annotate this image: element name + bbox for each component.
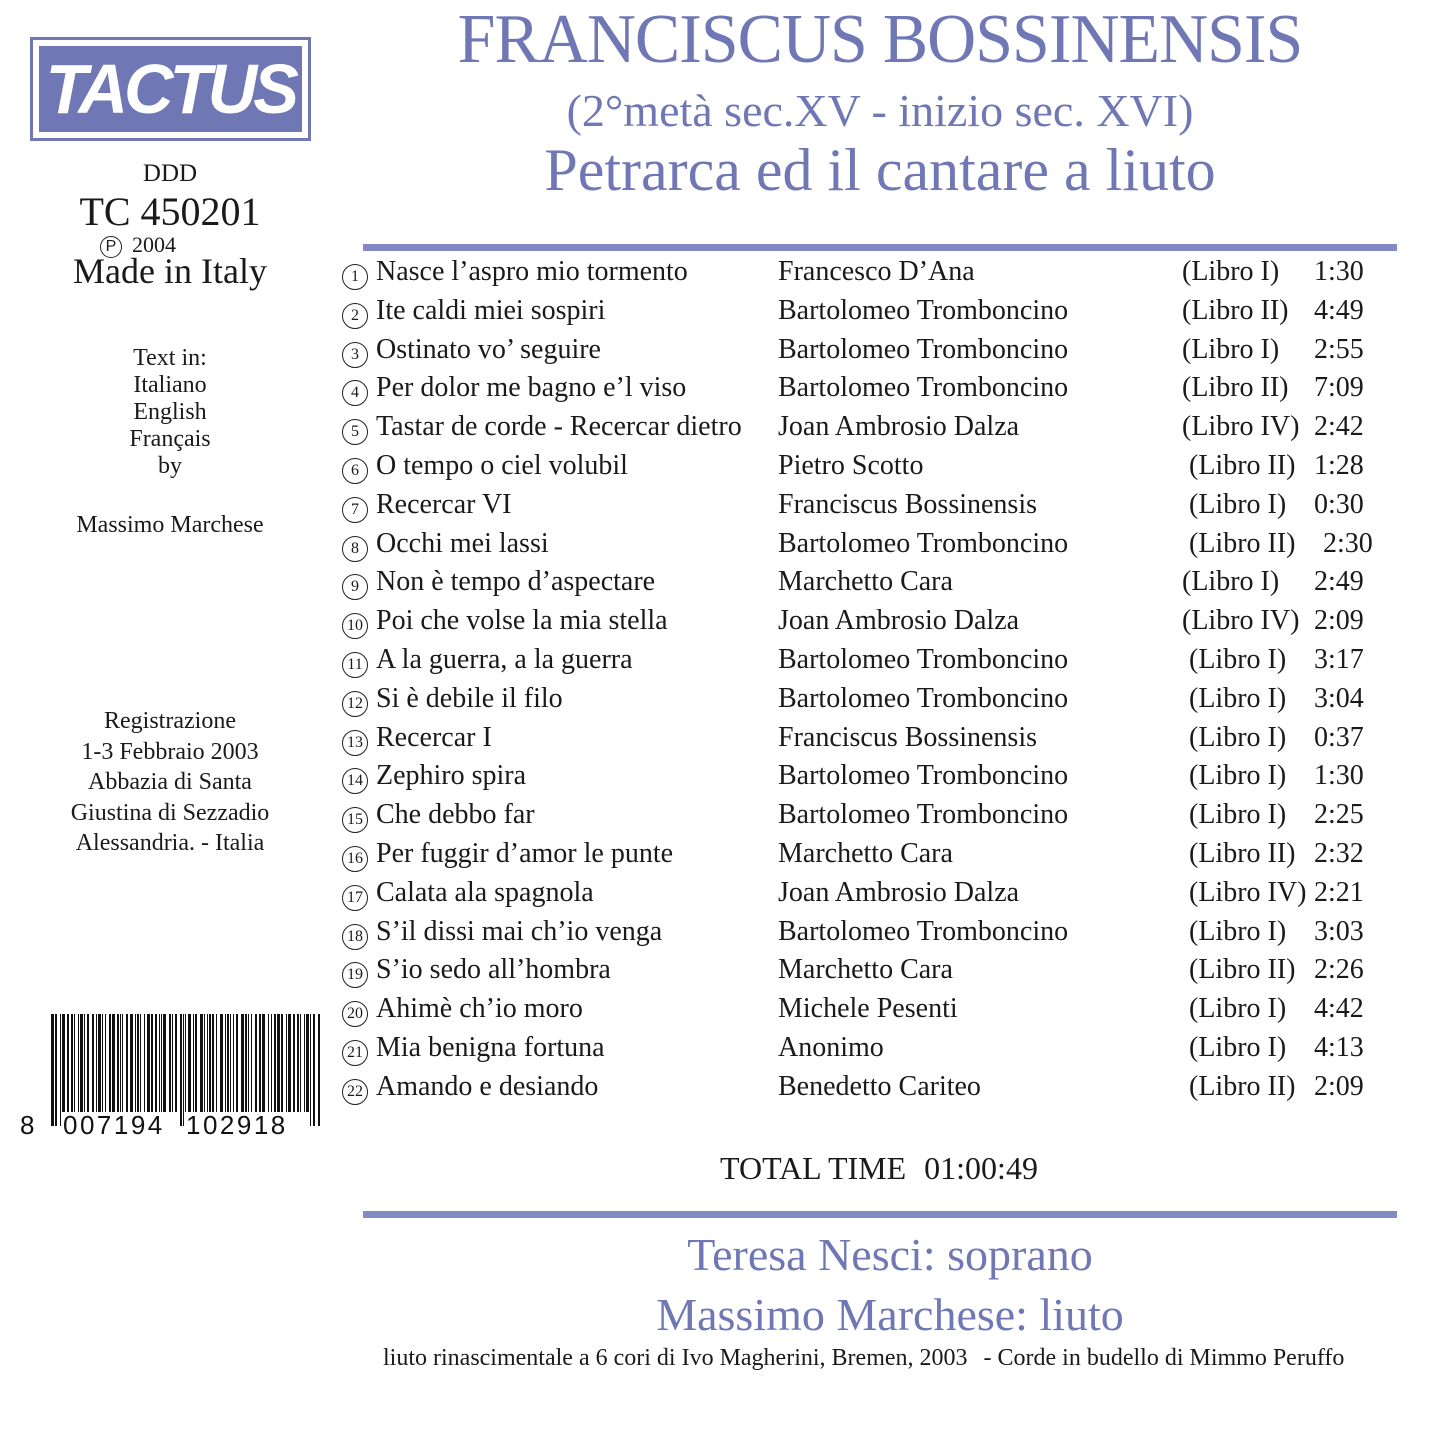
instrument-note-strings: - Corde in budello di Mimmo Peruffo xyxy=(983,1345,1345,1371)
performer-soprano: Teresa Nesci: soprano xyxy=(687,1229,1093,1280)
language-item: Français xyxy=(129,426,211,452)
track-row xyxy=(340,797,1400,836)
track-number: 14 xyxy=(342,768,368,794)
track-source: (Libro I) xyxy=(1189,488,1287,520)
track-duration: 2:26 xyxy=(1314,954,1364,986)
album-subtitle: Petrarca ed il cantare a liuto xyxy=(544,137,1216,203)
track-number: 11 xyxy=(342,652,368,678)
track-composer: Bartolomeo Tromboncino xyxy=(778,333,1069,365)
track-composer: Bartolomeo Tromboncino xyxy=(778,799,1069,831)
track-title: Per fuggir d’amor le punte xyxy=(376,837,674,869)
track-duration: 1:30 xyxy=(1314,256,1364,287)
total-time-value: 01:00:49 xyxy=(924,1150,1038,1186)
track-source: (Libro I) xyxy=(1182,566,1280,598)
track-row xyxy=(340,370,1400,409)
track-row xyxy=(340,720,1400,759)
barcode-bar xyxy=(300,1014,301,1126)
track-duration: 1:30 xyxy=(1314,760,1364,792)
track-source: (Libro I) xyxy=(1189,721,1287,753)
track-row xyxy=(340,487,1400,526)
track-number: 1 xyxy=(342,264,368,290)
track-composer: Marchetto Cara xyxy=(778,954,953,986)
track-composer: Bartolomeo Tromboncino xyxy=(778,527,1069,559)
track-composer: Joan Ambrosio Dalza xyxy=(778,876,1020,908)
track-number: 20 xyxy=(342,1001,368,1027)
track-composer: Benedetto Cariteo xyxy=(778,1070,981,1102)
track-duration: 2:09 xyxy=(1314,1070,1364,1102)
track-source: (Libro IV) xyxy=(1182,411,1300,443)
track-title: Zephiro spira xyxy=(376,760,527,792)
track-duration: 7:09 xyxy=(1314,372,1364,404)
track-row xyxy=(340,914,1400,953)
track-title: Nasce l’aspro mio tormento xyxy=(376,256,688,287)
track-title: Calata ala spagnola xyxy=(376,876,594,908)
track-duration: 0:30 xyxy=(1314,488,1364,520)
barcode-bar xyxy=(55,1014,57,1126)
track-composer: Bartolomeo Tromboncino xyxy=(778,760,1069,792)
track-number: 9 xyxy=(342,574,368,600)
track-number: 15 xyxy=(342,807,368,833)
track-duration: 0:37 xyxy=(1314,721,1364,753)
track-row xyxy=(340,526,1400,565)
track-title: Non è tempo d’aspectare xyxy=(376,566,656,598)
track-source: (Libro I) xyxy=(1189,799,1287,831)
track-source: (Libro I) xyxy=(1189,915,1287,947)
track-list xyxy=(340,254,1400,1108)
track-number: 13 xyxy=(342,730,368,756)
text-languages xyxy=(30,345,310,480)
track-duration: 3:17 xyxy=(1314,643,1364,675)
recording-line: Alessandria. - Italia xyxy=(75,830,265,856)
track-source: (Libro I) xyxy=(1182,333,1280,365)
track-composer: Joan Ambrosio Dalza xyxy=(778,411,1020,443)
track-title: Che debbo far xyxy=(376,799,535,831)
track-row xyxy=(340,409,1400,448)
track-number: 12 xyxy=(342,691,368,717)
made-in: Made in Italy xyxy=(73,251,267,291)
barcode-bar xyxy=(60,1014,61,1126)
track-composer: Anonimo xyxy=(778,1031,884,1063)
barcode-number-right: 102918 xyxy=(186,1110,288,1140)
barcode-bar xyxy=(306,1014,309,1126)
track-composer: Pietro Scotto xyxy=(778,449,924,481)
track-composer: Bartolomeo Tromboncino xyxy=(778,294,1069,326)
barcode-number-first: 8 xyxy=(20,1110,35,1140)
barcode-bar xyxy=(288,1014,291,1126)
recording-line: Registrazione xyxy=(104,708,236,734)
text-in-label: Text in: xyxy=(133,345,207,371)
track-number: 21 xyxy=(342,1040,368,1066)
tactus-logo-panel xyxy=(39,46,302,132)
track-title: Recercar VI xyxy=(376,488,512,520)
track-number: 2 xyxy=(342,303,368,329)
track-number: 22 xyxy=(342,1079,368,1105)
track-source: (Libro IV) xyxy=(1182,605,1300,637)
barcode-bar xyxy=(297,1014,299,1126)
track-source: (Libro II) xyxy=(1182,372,1289,404)
track-composer: Bartolomeo Tromboncino xyxy=(778,643,1069,675)
recording-line: Giustina di Sezzadio xyxy=(70,799,270,826)
track-title: Ostinato vo’ seguire xyxy=(376,333,601,365)
track-source: (Libro I) xyxy=(1189,993,1287,1025)
track-title: Per dolor me bagno e’l viso xyxy=(376,372,687,404)
track-source: (Libro IV) xyxy=(1189,876,1307,908)
barcode-bar xyxy=(318,1014,320,1126)
track-row xyxy=(340,642,1400,681)
barcode-bar xyxy=(172,1014,173,1126)
track-source: (Libro II) xyxy=(1189,527,1296,559)
track-composer: Marchetto Cara xyxy=(778,837,953,869)
track-duration: 2:25 xyxy=(1314,799,1364,831)
track-duration: 3:04 xyxy=(1314,682,1364,714)
track-title: Ite caldi miei sospiri xyxy=(376,294,606,326)
track-source: (Libro I) xyxy=(1189,643,1287,675)
track-title: S’io sedo all’hombra xyxy=(376,954,611,986)
track-duration: 1:28 xyxy=(1314,449,1364,481)
track-row xyxy=(340,448,1400,487)
translator: Massimo Marchese xyxy=(76,512,264,538)
instrument-note-lute: liuto rinascimentale a 6 cori di Ivo Magherini, Bremen, 2003 xyxy=(383,1345,968,1371)
album-title: FRANCISCUS BOSSINENSIS xyxy=(457,1,1303,78)
track-number: 4 xyxy=(342,380,368,406)
track-source: (Libro II) xyxy=(1189,837,1296,869)
track-number: 16 xyxy=(342,846,368,872)
language-item: Italiano xyxy=(133,372,207,398)
track-title: O tempo o ciel volubil xyxy=(376,449,628,481)
track-row xyxy=(340,254,1400,293)
track-source: (Libro II) xyxy=(1182,294,1289,326)
barcode-bar xyxy=(169,1014,171,1126)
track-duration: 2:55 xyxy=(1314,333,1364,365)
album-dates: (2°metà sec.XV - inizio sec. XVI) xyxy=(566,85,1194,136)
track-row xyxy=(340,681,1400,720)
track-source: (Libro I) xyxy=(1189,760,1287,792)
track-title: Mia benigna fortuna xyxy=(376,1031,605,1063)
track-duration: 4:49 xyxy=(1314,294,1364,326)
recording-info xyxy=(30,706,310,859)
recording-line: Abbazia di Santa xyxy=(88,769,252,795)
track-title: Amando e desiando xyxy=(376,1070,599,1102)
track-number: 19 xyxy=(342,962,368,988)
track-composer: Bartolomeo Tromboncino xyxy=(778,915,1069,947)
track-number: 7 xyxy=(342,497,368,523)
track-title: Ahimè ch’io moro xyxy=(376,993,583,1025)
performer-lute: Massimo Marchese: liuto xyxy=(656,1289,1124,1340)
track-duration: 3:03 xyxy=(1314,915,1364,947)
track-composer: Bartolomeo Tromboncino xyxy=(778,372,1069,404)
phonogram-symbol-icon: P xyxy=(100,236,122,258)
track-duration: 2:32 xyxy=(1314,837,1364,869)
track-duration: 4:13 xyxy=(1314,1031,1364,1063)
barcode-bar xyxy=(313,1014,315,1126)
divider-top xyxy=(363,244,1397,251)
by-label: by xyxy=(158,453,182,479)
track-row xyxy=(340,332,1400,371)
tactus-logo-text: TACTUS xyxy=(45,50,296,128)
track-row xyxy=(340,293,1400,332)
divider-bottom xyxy=(363,1211,1397,1218)
track-source: (Libro II) xyxy=(1189,1070,1296,1102)
track-row xyxy=(340,758,1400,797)
track-number: 5 xyxy=(342,419,368,445)
track-duration: 2:09 xyxy=(1314,605,1364,637)
track-row xyxy=(340,991,1400,1030)
track-number: 18 xyxy=(342,924,368,950)
track-number: 8 xyxy=(342,536,368,562)
track-composer: Joan Ambrosio Dalza xyxy=(778,605,1020,637)
language-item: English xyxy=(133,399,207,425)
track-row xyxy=(340,603,1400,642)
track-number: 10 xyxy=(342,613,368,639)
track-duration: 2:49 xyxy=(1314,566,1364,598)
barcode-bar xyxy=(304,1014,305,1126)
track-composer: Francesco D’Ana xyxy=(778,256,975,287)
barcode-bar xyxy=(183,1014,184,1126)
catalog-number: TC 450201 xyxy=(79,189,261,234)
track-row xyxy=(340,564,1400,603)
track-title: Occhi mei lassi xyxy=(376,527,549,559)
phonogram-year: 2004 xyxy=(132,232,176,257)
track-row xyxy=(340,1030,1400,1069)
track-source: (Libro II) xyxy=(1189,449,1296,481)
track-title: Si è debile il filo xyxy=(376,682,563,714)
barcode xyxy=(20,1014,324,1140)
track-source: (Libro I) xyxy=(1189,682,1287,714)
tactus-logo xyxy=(30,37,311,141)
track-source: (Libro II) xyxy=(1189,954,1296,986)
track-title: Tastar de corde - Recercar dietro xyxy=(376,411,742,443)
track-duration: 2:21 xyxy=(1314,876,1364,908)
barcode-bar xyxy=(175,1014,177,1126)
barcode-bar xyxy=(293,1014,295,1126)
total-time xyxy=(720,1150,1056,1187)
recording-format: DDD xyxy=(142,160,198,187)
track-composer: Franciscus Bossinensis xyxy=(778,488,1037,520)
track-row xyxy=(340,952,1400,991)
track-number: 6 xyxy=(342,458,368,484)
track-composer: Bartolomeo Tromboncino xyxy=(778,682,1069,714)
recording-line: 1-3 Febbraio 2003 xyxy=(81,738,259,765)
track-number: 17 xyxy=(342,885,368,911)
track-composer: Michele Pesenti xyxy=(778,993,958,1025)
track-source: (Libro I) xyxy=(1189,1031,1287,1063)
track-duration: 2:42 xyxy=(1314,411,1364,443)
instrument-note xyxy=(383,1345,1344,1372)
track-title: S’il dissi mai ch’io venga xyxy=(376,915,663,947)
track-row xyxy=(340,1069,1400,1108)
track-title: Poi che volse la mia stella xyxy=(376,605,668,637)
track-duration: 4:42 xyxy=(1314,993,1364,1025)
track-composer: Marchetto Cara xyxy=(778,566,953,598)
track-title: Recercar I xyxy=(376,721,492,753)
track-row xyxy=(340,875,1400,914)
track-number: 3 xyxy=(342,342,368,368)
barcode-bar xyxy=(51,1014,54,1126)
barcode-number-left: 007194 xyxy=(63,1110,165,1140)
track-title: A la guerra, a la guerra xyxy=(376,643,633,675)
total-time-label: TOTAL TIME xyxy=(720,1150,907,1186)
track-duration: 2:30 xyxy=(1323,527,1373,559)
barcode-bar xyxy=(310,1014,311,1126)
barcode-bar xyxy=(180,1014,182,1126)
track-row xyxy=(340,836,1400,875)
track-composer: Franciscus Bossinensis xyxy=(778,721,1037,753)
track-source: (Libro I) xyxy=(1182,256,1280,287)
